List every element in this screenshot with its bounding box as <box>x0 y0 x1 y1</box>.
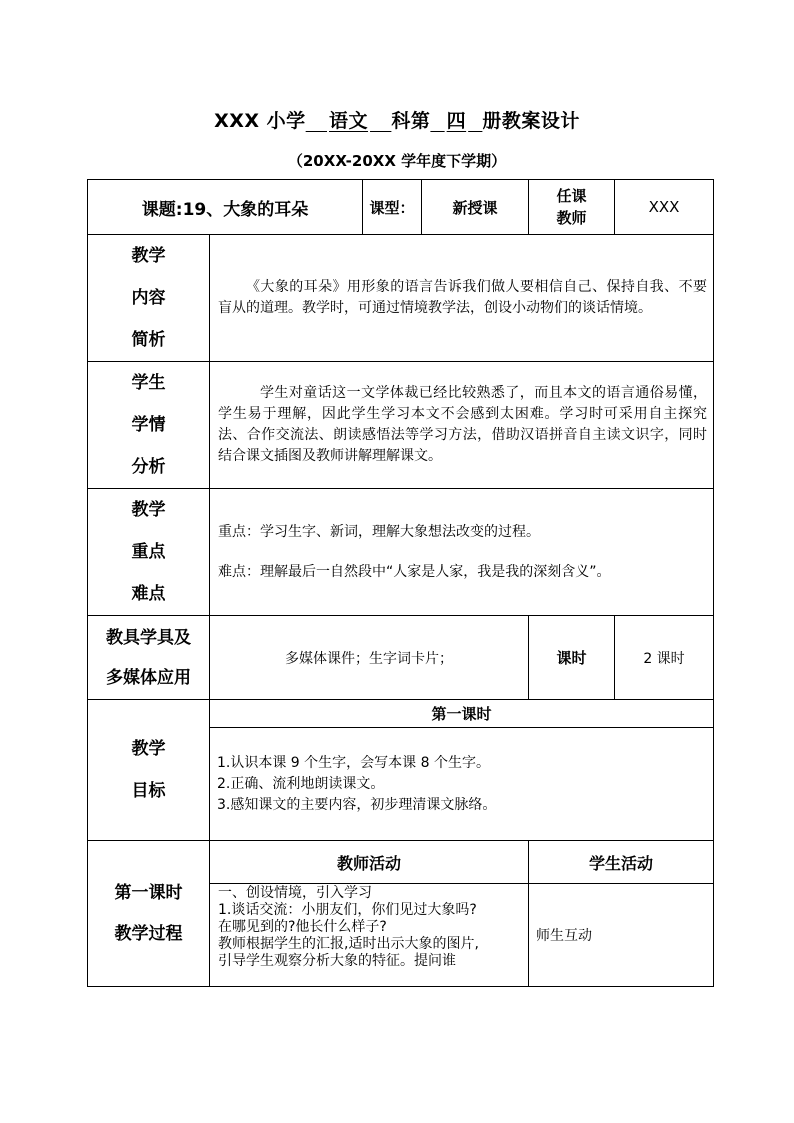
goal-item-1: 1.认识本课 9 个生字，会写本课 8 个生字。 <box>217 754 490 771</box>
analysis-row <box>88 362 714 489</box>
analysis-label-3: 分析 <box>131 457 166 477</box>
tools-value: 多媒体课件；生字词卡片； <box>210 616 529 700</box>
type-value: 新授课 <box>422 180 529 235</box>
teacher-line-1: 一、创设情境，引入学习 <box>218 885 372 901</box>
process-head-row <box>88 841 714 884</box>
goal-item-2: 2.正确、流利地朗读课文。 <box>217 775 385 792</box>
keypoints-row <box>88 489 714 616</box>
analysis-content <box>210 362 714 489</box>
document-term: （20XX-20XX 学年度下学期） <box>287 152 507 170</box>
goals-section-title: 第一课时 <box>210 700 714 728</box>
type-label: 课型： <box>363 180 422 235</box>
summary-content <box>210 235 714 362</box>
teacher-label-line-1: 任课 <box>556 187 587 205</box>
difficulty-text: 难点：理解最后一自然段中“人家是人家，我是我的深刻含义”。 <box>218 563 611 580</box>
hours-label: 课时 <box>529 616 615 700</box>
title-blank-3 <box>430 110 444 132</box>
analysis-label <box>88 362 210 489</box>
tools-label <box>88 616 210 700</box>
keypoints-label <box>88 489 210 616</box>
keypoints-label-2: 重点 <box>131 542 166 562</box>
process-label-1: 第一课时 <box>114 882 183 903</box>
goals-title-row <box>88 700 714 728</box>
teacher-activity <box>210 884 529 987</box>
keypoints-content <box>210 489 714 616</box>
teacher-line-3: 在哪见到的?他长什么样子? <box>218 919 387 935</box>
teacher-line-5: 引导学生观察分析大象的特征。提问谁 <box>218 953 456 969</box>
title-blank-4 <box>468 110 482 132</box>
summary-label-1: 教学 <box>131 246 166 266</box>
student-activity: 师生互动 <box>529 884 714 987</box>
goals-label-1: 教学 <box>131 739 166 759</box>
summary-label-2: 内容 <box>131 288 166 308</box>
teacher-activity-head: 教师活动 <box>210 841 529 884</box>
teacher-label <box>529 180 615 235</box>
process-label-2: 教学过程 <box>114 923 183 944</box>
title-middle: 科第 <box>391 110 431 132</box>
goals-content <box>210 728 714 841</box>
keypoints-label-1: 教学 <box>131 500 166 520</box>
teacher-line-2: 1.谈话交流：小朋友们，你们见过大象吗? <box>218 902 477 918</box>
focus-text: 重点：学习生字、新词，理解大象想法改变的过程。 <box>218 523 540 540</box>
student-activity-head: 学生活动 <box>529 841 714 884</box>
topic-cell: 课题:19、大象的耳朵 <box>88 180 363 235</box>
goals-label-2: 目标 <box>131 781 166 801</box>
goals-label <box>88 700 210 841</box>
hours-value: 2 课时 <box>615 616 714 700</box>
keypoints-label-3: 难点 <box>131 584 166 604</box>
tools-label-2: 多媒体应用 <box>106 667 191 688</box>
title-blank-2 <box>370 110 391 132</box>
process-label <box>88 841 210 987</box>
title-tail: 册教案设计 <box>482 110 580 132</box>
title-volume: 四 <box>446 110 467 132</box>
teacher-line-4: 教师根据学生的汇报,适时出示大象的图片, <box>218 936 479 952</box>
title-subject: 语文 <box>329 110 369 132</box>
tools-row <box>88 616 714 700</box>
summary-label <box>88 235 210 362</box>
title-blank-1 <box>306 110 327 132</box>
document-title <box>0 106 794 133</box>
title-school: XXX 小学 <box>214 110 306 132</box>
tools-label-1: 教具学具及 <box>106 627 191 648</box>
teacher-value: XXX <box>615 180 714 235</box>
info-row <box>88 180 714 235</box>
summary-text: 《大象的耳朵》用形象的语言告诉我们做人要相信自己、保持自我、不要盲从的道理。教学时，可通过情境教学法，创设小动物们的谈话情境。 <box>218 279 707 316</box>
goal-item-3: 3.感知课文的主要内容，初步理清课文脉络。 <box>217 796 497 813</box>
analysis-label-2: 学情 <box>131 415 166 435</box>
analysis-label-1: 学生 <box>131 373 166 393</box>
lesson-plan-table <box>87 179 714 987</box>
analysis-text: 学生对童话这一文学体裁已经比较熟悉了，而且本文的语言通俗易懂，学生易于理解，因此学生学习本文不会感到太困难。学习时可采用自主探究法、合作交流法、朗读感悟法等学习方法，借助汉语拼音自主读文识字，同时结合课文插图及教师讲解理解课文。 <box>218 385 707 464</box>
summary-label-3: 简析 <box>131 330 166 350</box>
teacher-label-line-2: 教师 <box>556 209 587 227</box>
summary-row <box>88 235 714 362</box>
